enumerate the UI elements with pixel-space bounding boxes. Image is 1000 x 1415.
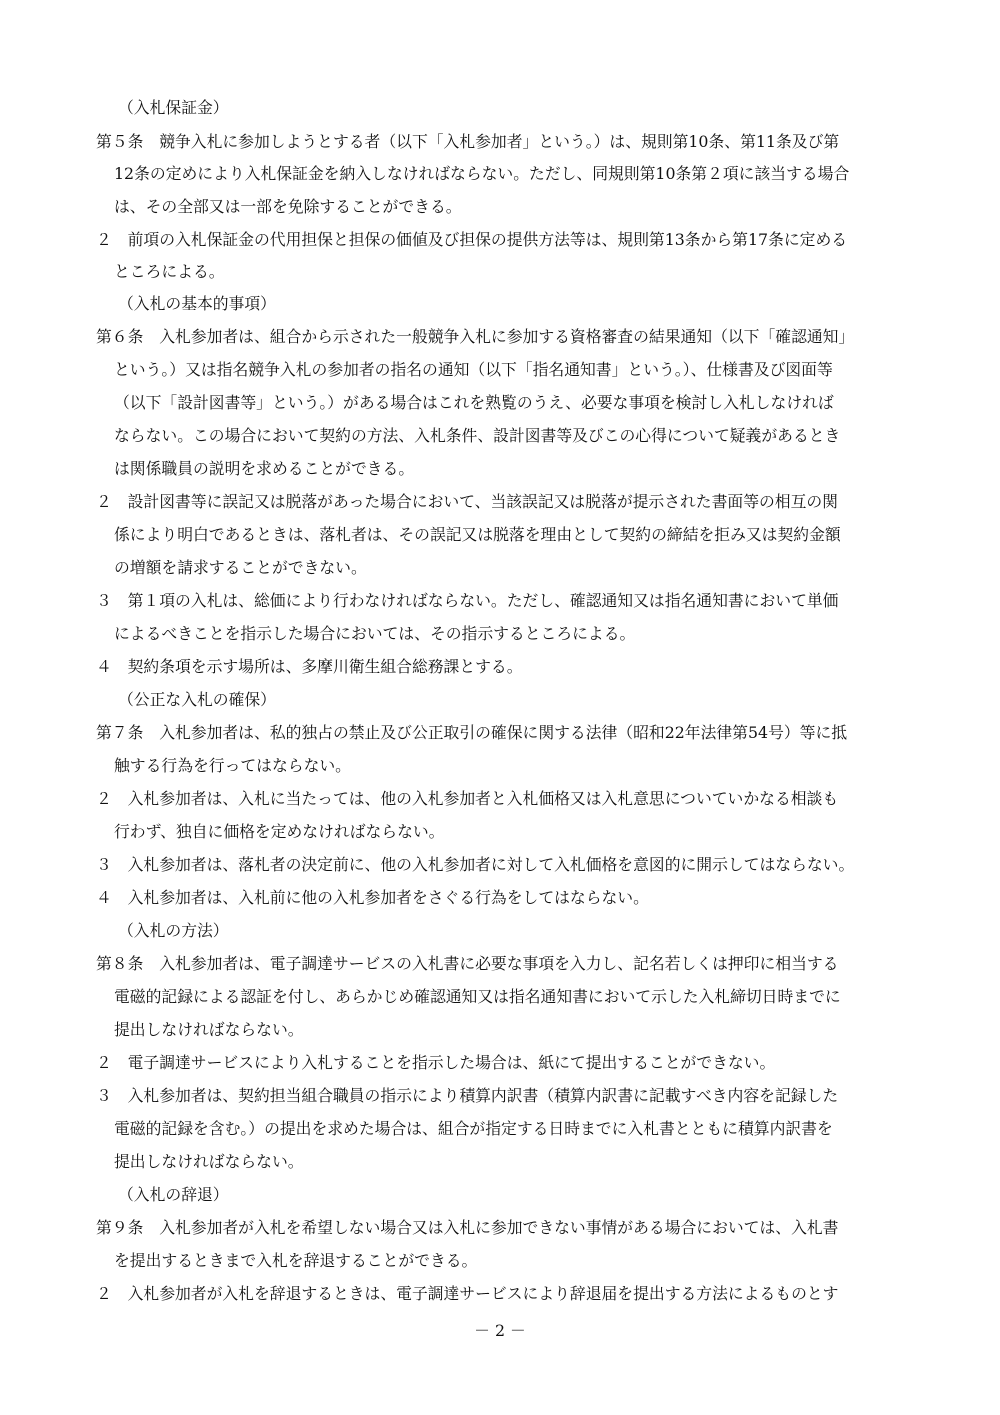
- article-6-para-2-line-3: の増額を請求することができない。: [114, 558, 367, 577]
- article-9-para-2-line-1: ２ 入札参加者が入札を辞退するときは、電子調達サービスにより辞退届を提出する方法によるものとす: [96, 1284, 839, 1303]
- article-7-line-1: 第７条 入札参加者は、私的独占の禁止及び公正取引の確保に関する法律（昭和22年法律第54号）等に抵: [96, 723, 848, 742]
- article-9-line-1: 第９条 入札参加者が入札を希望しない場合又は入札に参加できない事情がある場合においては、入札書: [96, 1218, 839, 1237]
- heading-bid-deposit: （入札保証金）: [118, 98, 229, 117]
- article-6-line-2: という。）又は指名競争入札の参加者の指名の通知（以下「指名通知書」という。）、仕様書及び図面等: [114, 360, 833, 379]
- article-7-para-2-line-2: 行わず、独自に価格を定めなければならない。: [114, 822, 445, 841]
- article-7-line-2: 触する行為を行ってはならない。: [114, 756, 351, 775]
- article-5-para-2-line-1: ２ 前項の入札保証金の代用担保と担保の価値及び担保の提供方法等は、規則第13条から第17条に定める: [96, 230, 848, 249]
- article-7-para-4: ４ 入札参加者は、入札前に他の入札参加者をさぐる行為をしてはならない。: [96, 888, 649, 907]
- article-6-para-4: ４ 契約条項を示す場所は、多摩川衛生組合総務課とする。: [96, 657, 523, 676]
- article-6-line-1: 第６条 入札参加者は、組合から示された一般競争入札に参加する資格審査の結果通知（以下「確認通知」: [96, 327, 855, 346]
- article-5-line-3: は、その全部又は一部を免除することができる。: [114, 197, 462, 216]
- article-8-para-2: ２ 電子調達サービスにより入札することを指示した場合は、紙にて提出することができない。: [96, 1053, 776, 1072]
- article-7-para-3: ３ 入札参加者は、落札者の決定前に、他の入札参加者に対して入札価格を意図的に開示してはならない。: [96, 855, 855, 874]
- article-8-para-3-line-2: 電磁的記録を含む。）の提出を求めた場合は、組合が指定する日時までに入札書とともに積算内訳書を: [114, 1119, 833, 1138]
- article-9-line-2: を提出するときまで入札を辞退することができる。: [114, 1251, 478, 1270]
- heading-basic-matters: （入札の基本的事項）: [118, 294, 276, 313]
- article-7-para-2-line-1: ２ 入札参加者は、入札に当たっては、他の入札参加者と入札価格又は入札意思についていかなる相談も: [96, 789, 839, 808]
- article-5-para-2-line-2: ところによる。: [114, 262, 225, 281]
- article-8-line-3: 提出しなければならない。: [114, 1020, 304, 1039]
- article-6-para-2-line-1: ２ 設計図書等に誤記又は脱落があった場合において、当該誤記又は脱落が提示された書面等の相互の関: [96, 492, 838, 511]
- article-5-line-1: 第５条 競争入札に参加しようとする者（以下「入札参加者」という。）は、規則第10条、第11条及び第: [96, 132, 840, 151]
- article-8-line-2: 電磁的記録による認証を付し、あらかじめ確認通知又は指名通知書において示した入札締切日時までに: [114, 987, 841, 1006]
- article-8-para-3-line-1: ３ 入札参加者は、契約担当組合職員の指示により積算内訳書（積算内訳書に記載すべき内容を記録した: [96, 1086, 839, 1105]
- heading-bid-withdrawal: （入札の辞退）: [118, 1185, 229, 1204]
- article-6-para-2-line-2: 係により明白であるときは、落札者は、その誤記又は脱落を理由として契約の締結を拒み又は契約金額: [114, 525, 841, 544]
- article-5-line-2: 12条の定めにより入札保証金を納入しなければならない。ただし、同規則第10条第２項に該当する場合: [114, 164, 850, 183]
- article-6-para-3-line-2: によるべきことを指示した場合においては、その指示するところによる。: [114, 624, 636, 643]
- article-6-line-3: （以下「設計図書等」という。）がある場合はこれを熟覧のうえ、必要な事項を検討し入札しなければ: [114, 393, 834, 412]
- article-8-line-1: 第８条 入札参加者は、電子調達サービスの入札書に必要な事項を入力し、記名若しくは押印に相当する: [96, 954, 839, 973]
- article-6-para-3-line-1: ３ 第１項の入札は、総価により行わなければならない。ただし、確認通知又は指名通知書において単価: [96, 591, 839, 610]
- heading-fair-bidding: （公正な入札の確保）: [118, 690, 276, 709]
- article-6-line-4: ならない。この場合において契約の方法、入札条件、設計図書等及びこの心得について疑義があるとき: [114, 426, 841, 445]
- article-8-para-3-line-3: 提出しなければならない。: [114, 1152, 304, 1171]
- article-6-line-5: は関係職員の説明を求めることができる。: [114, 459, 415, 478]
- heading-bid-method: （入札の方法）: [118, 921, 229, 940]
- page-number: － 2 －: [474, 1321, 526, 1340]
